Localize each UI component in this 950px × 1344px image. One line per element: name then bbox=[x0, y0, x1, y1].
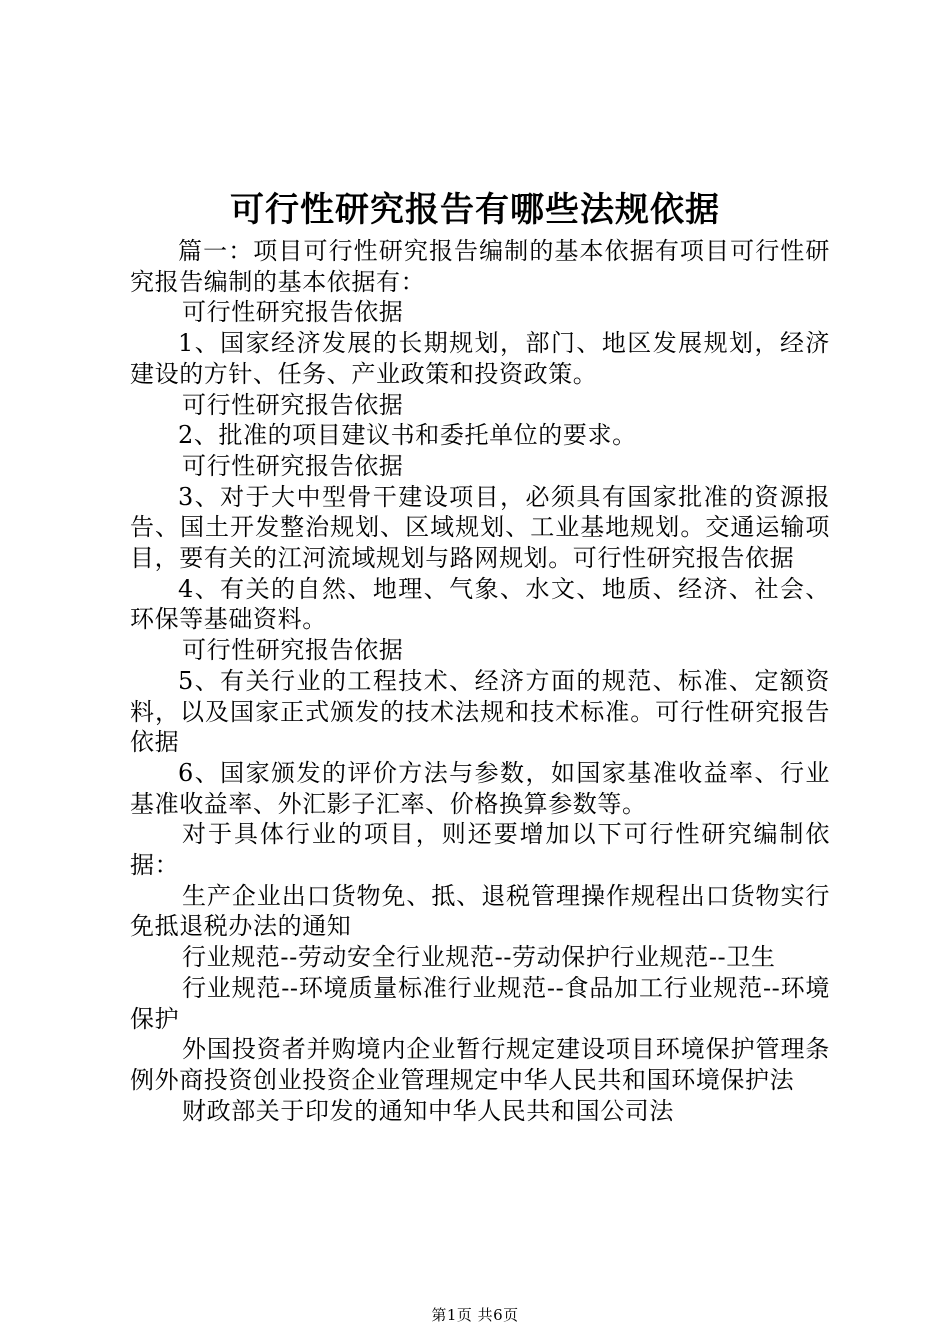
paragraph-regulation: 行业规范--环境质量标准行业规范--食品加工行业规范--环境保护 bbox=[130, 973, 830, 1033]
paragraph-industry-intro: 对于具体行业的项目，则还要增加以下可行性研究编制依据： bbox=[130, 820, 830, 880]
paragraph-heading: 可行性研究报告依据 bbox=[182, 636, 404, 665]
paragraph-item-5: 5、有关行业的工程技术、经济方面的规范、标准、定额资料，以及国家正式颁发的技术法规和技术标准。可行性研究报告依据 bbox=[130, 666, 830, 757]
paragraph-regulation: 财政部关于印发的通知中华人民共和国公司法 bbox=[182, 1096, 674, 1125]
document-body bbox=[130, 236, 830, 1126]
paragraph-intro: 篇一：项目可行性研究报告编制的基本依据有项目可行性研究报告编制的基本依据有： bbox=[130, 237, 830, 296]
paragraph-heading: 可行性研究报告依据 bbox=[182, 298, 404, 327]
paragraph-item-1: 1、国家经济发展的长期规划，部门、地区发展规划，经济建设的方针、任务、产业政策和投资政策。 bbox=[130, 329, 830, 388]
paragraph-item-6: 6、国家颁发的评价方法与参数，如国家基准收益率、行业基准收益率、外汇影子汇率、价格换算参数等。 bbox=[130, 758, 830, 818]
paragraph-item-4: 4、有关的自然、地理、气象、水文、地质、经济、社会、环保等基础资料。 bbox=[130, 574, 830, 634]
paragraph-item-3: 3、对于大中型骨干建设项目，必须具有国家批准的资源报告、国土开发整治规划、区域规划、工业基地规划。交通运输项目，要有关的江河流域规划与路网规划。可行性研究报告依据 bbox=[130, 482, 830, 573]
paragraph-regulation: 行业规范--劳动安全行业规范--劳动保护行业规范--卫生 bbox=[182, 943, 776, 972]
paragraph-regulation: 生产企业出口货物免、抵、退税管理操作规程出口货物实行免抵退税办法的通知 bbox=[130, 881, 830, 941]
paragraph-heading: 可行性研究报告依据 bbox=[182, 390, 404, 419]
paragraph-item-2: 2、批准的项目建议书和委托单位的要求。 bbox=[178, 421, 637, 450]
paragraph-regulation: 外国投资者并购境内企业暂行规定建设项目环境保护管理条例外商投资创业投资企业管理规定中华人民共和国环境保护法 bbox=[130, 1035, 830, 1094]
document-title: 可行性研究报告有哪些法规依据 bbox=[230, 190, 720, 230]
page-number: 第1页 共6页 bbox=[431, 1306, 519, 1324]
paragraph-heading: 可行性研究报告依据 bbox=[182, 451, 404, 480]
